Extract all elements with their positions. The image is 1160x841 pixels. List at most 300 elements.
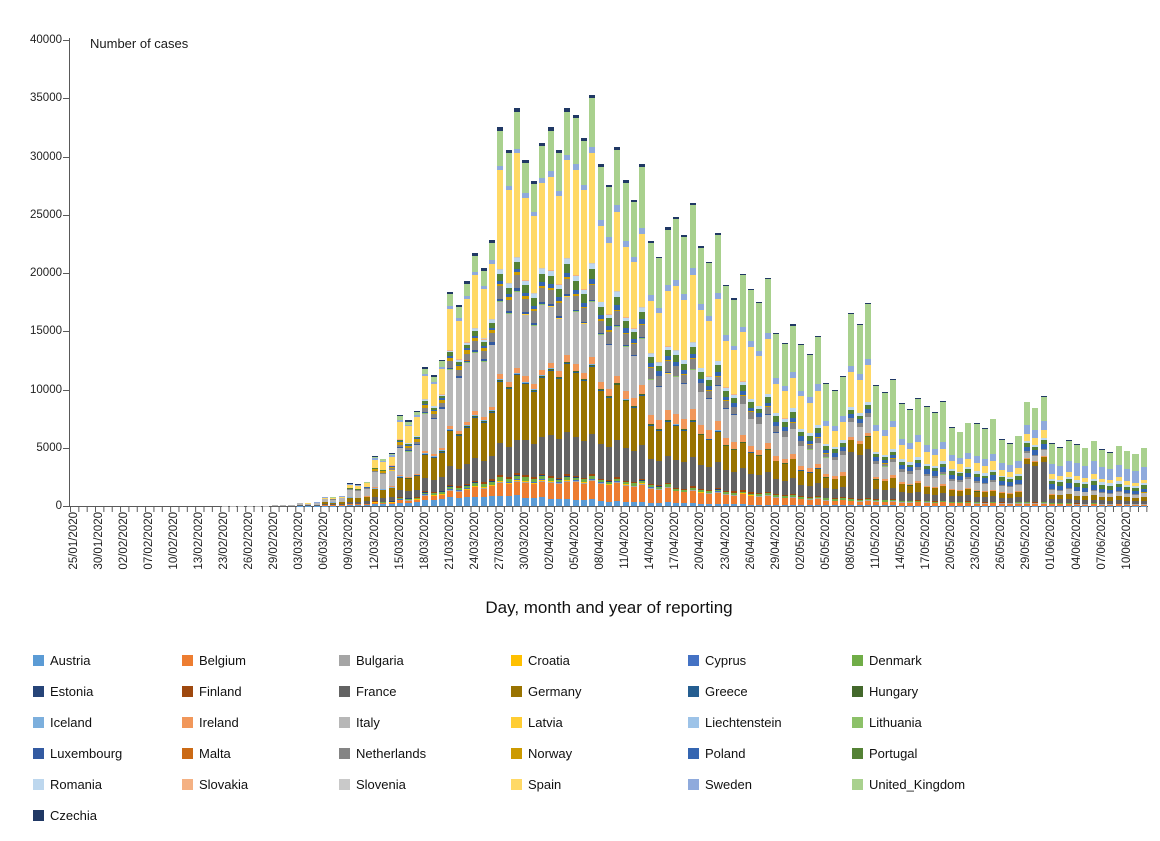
y-tick-mark [63, 390, 69, 391]
segment-Germany [464, 428, 470, 465]
segment-Italy [581, 324, 587, 373]
segment-United_Kingdom [589, 98, 595, 147]
segment-Italy [765, 415, 771, 443]
segment-Germany [422, 455, 428, 478]
segment-Netherlands [548, 290, 554, 304]
segment-Sweden [614, 205, 620, 212]
bar-15/03/2020 [397, 40, 403, 506]
segment-Portugal [673, 355, 679, 362]
legend-item-Romania [33, 769, 182, 800]
bar-11/04/2020 [631, 40, 637, 506]
segment-United_Kingdom [782, 344, 788, 386]
segment-Austria [347, 505, 353, 506]
bar-24/03/2020 [481, 40, 487, 506]
legend-label: Finland [199, 684, 242, 699]
bar-07/02/2020 [146, 40, 152, 506]
segment-Belgium [606, 485, 612, 501]
segment-Germany [397, 478, 403, 491]
segment-Spain [915, 442, 921, 457]
bar-11/04/2020 [623, 40, 629, 506]
legend-label: Croatia [528, 653, 570, 668]
x-tick-label: 15/03/2020 [393, 512, 406, 570]
legend-item-Germany [511, 676, 688, 707]
x-tick-label: 30/03/2020 [518, 512, 531, 570]
legend-label: Iceland [50, 715, 92, 730]
y-axis-line [69, 38, 70, 507]
segment-Netherlands [623, 334, 629, 346]
segment-United_Kingdom [999, 440, 1005, 463]
segment-Netherlands [665, 361, 671, 372]
segment-Netherlands [715, 377, 721, 386]
segment-France [924, 494, 930, 501]
segment-Ireland [631, 398, 637, 406]
segment-Belgium [464, 490, 470, 497]
bar-23/05/2020 [982, 40, 988, 506]
segment-Germany [648, 426, 654, 459]
legend-label: Netherlands [356, 746, 427, 761]
segment-Spain [865, 365, 871, 402]
segment-France [1041, 462, 1047, 502]
segment-Italy [380, 474, 386, 488]
bar-14/05/2020 [899, 40, 905, 506]
segment-United_Kingdom [581, 141, 587, 185]
segment-Italy [606, 345, 612, 389]
segment-Portugal [514, 262, 520, 269]
segment-France [748, 474, 754, 493]
segment-Belgium [690, 491, 696, 503]
segment-Spain [798, 396, 804, 429]
bar-03/03/2020 [305, 40, 311, 506]
segment-France [915, 492, 921, 501]
segment-United_Kingdom [1024, 402, 1030, 425]
segment-Italy [598, 335, 604, 382]
segment-Spain [899, 445, 905, 459]
segment-Austria [481, 497, 487, 506]
segment-Italy [798, 446, 804, 466]
segment-Netherlands [740, 396, 746, 404]
segment-Germany [798, 471, 804, 485]
segment-France [907, 493, 913, 501]
segment-Belgium [673, 491, 679, 503]
legend-label: Slovakia [199, 777, 249, 792]
segment-Germany [481, 423, 487, 461]
segment-Germany [899, 484, 905, 492]
segment-Germany [815, 469, 821, 484]
bar-15/03/2020 [414, 40, 420, 506]
y-tick-mark [63, 273, 69, 274]
segment-Spain [823, 426, 829, 443]
segment-France [481, 461, 487, 482]
segment-Spain [756, 356, 762, 405]
segment-Austria [472, 497, 478, 506]
segment-Italy [681, 384, 687, 419]
y-tick-mark [63, 157, 69, 158]
legend [33, 645, 1042, 831]
segment-Germany [414, 476, 420, 489]
segment-Spain [456, 321, 462, 359]
segment-Italy [848, 422, 854, 437]
segment-Netherlands [573, 296, 579, 310]
segment-Austria [397, 503, 403, 506]
legend-label: Belgium [199, 653, 246, 668]
x-tick-label: 23/02/2020 [218, 512, 231, 570]
segment-Germany [472, 418, 478, 459]
segment-Spain [932, 455, 938, 466]
segment-Sweden [865, 359, 871, 366]
segment-Austria [439, 499, 445, 506]
segment-United_Kingdom [539, 146, 545, 178]
x-tick-label: 23/04/2020 [719, 512, 732, 570]
legend-swatch-Portugal [852, 748, 863, 759]
bar-01/06/2020 [1066, 40, 1072, 506]
segment-France [715, 462, 721, 488]
segment-Italy [982, 484, 988, 491]
segment-Germany [439, 453, 445, 477]
bar-29/02/2020 [272, 40, 278, 506]
segment-Belgium [522, 483, 528, 498]
segment-Sweden [1082, 466, 1088, 478]
segment-Belgium [598, 484, 604, 501]
bar-20/05/2020 [965, 40, 971, 506]
segment-Spain [940, 449, 946, 461]
bar-26/05/2020 [1007, 40, 1013, 506]
legend-label: Lithuania [869, 715, 922, 730]
segment-United_Kingdom [823, 384, 829, 421]
segment-Italy [497, 302, 503, 374]
segment-United_Kingdom [614, 150, 620, 205]
segment-Netherlands [589, 285, 595, 300]
x-tick-label: 12/03/2020 [368, 512, 381, 570]
segment-France [790, 478, 796, 494]
x-tick-label: 13/02/2020 [193, 512, 206, 570]
segment-Spain [614, 212, 620, 292]
x-tick-label: 06/03/2020 [318, 512, 331, 570]
segment-France [447, 466, 453, 485]
segment-Italy [464, 363, 470, 422]
legend-item-France [339, 676, 511, 707]
bar-11/04/2020 [639, 40, 645, 506]
legend-swatch-Norway [511, 748, 522, 759]
x-tick-label: 11/05/2020 [869, 512, 882, 569]
segment-Italy [623, 347, 629, 391]
x-tick-label: 26/04/2020 [744, 512, 757, 570]
x-tick-label: 14/05/2020 [895, 512, 908, 570]
segment-Austria [723, 504, 729, 506]
segment-France [656, 461, 662, 485]
y-tick-label: 30000 [30, 150, 62, 163]
segment-Austria [623, 502, 629, 506]
segment-Sweden [1091, 461, 1097, 474]
y-tick-mark [63, 215, 69, 216]
segment-Germany [840, 476, 846, 487]
segment-Portugal [639, 312, 645, 319]
segment-United_Kingdom [915, 399, 921, 436]
legend-swatch-Austria [33, 655, 44, 666]
segment-Sweden [1049, 464, 1055, 474]
segment-Germany [589, 367, 595, 434]
segment-United_Kingdom [1032, 408, 1038, 430]
x-tick-label: 02/02/2020 [117, 512, 130, 570]
y-tick-label: 10000 [30, 383, 62, 396]
segment-France [731, 472, 737, 492]
segment-Netherlands [690, 359, 696, 369]
segment-United_Kingdom [548, 131, 554, 172]
segment-Germany [539, 378, 545, 437]
segment-Netherlands [681, 375, 687, 384]
segment-United_Kingdom [748, 290, 754, 341]
legend-item-Netherlands [339, 738, 511, 769]
bar-14/05/2020 [915, 40, 921, 506]
segment-United_Kingdom [1066, 441, 1072, 462]
bar-23/04/2020 [740, 40, 746, 506]
segment-Germany [890, 478, 896, 488]
segment-Spain [1041, 430, 1047, 437]
segment-Netherlands [731, 407, 737, 414]
segment-Austria [581, 500, 587, 506]
segment-Spain [414, 417, 420, 435]
legend-swatch-Slovakia [182, 779, 193, 790]
segment-France [940, 493, 946, 500]
legend-label: Romania [50, 777, 103, 792]
bar-02/04/2020 [548, 40, 554, 506]
segment-France [614, 440, 620, 477]
legend-label: Slovenia [356, 777, 406, 792]
legend-item-Hungary [852, 676, 1042, 707]
segment-United_Kingdom [1091, 441, 1097, 461]
segment-Portugal [690, 347, 696, 354]
segment-Austria [380, 504, 386, 506]
segment-Spain [573, 170, 579, 275]
segment-United_Kingdom [982, 429, 988, 460]
bar-29/02/2020 [280, 40, 286, 506]
bar-23/02/2020 [222, 40, 228, 506]
x-axis-title: Day, month and year of reporting [485, 598, 733, 617]
x-tick-label: 17/04/2020 [669, 512, 682, 570]
bar-02/02/2020 [121, 40, 127, 506]
bar-18/03/2020 [431, 40, 437, 506]
segment-Germany [606, 398, 612, 447]
segment-United_Kingdom [556, 153, 562, 191]
x-tick-label: 07/06/2020 [1095, 512, 1108, 570]
segment-United_Kingdom [865, 304, 871, 359]
segment-Italy [965, 479, 971, 488]
segment-Netherlands [606, 332, 612, 344]
segment-Ireland [690, 409, 696, 420]
segment-United_Kingdom [798, 345, 804, 390]
bar-24/03/2020 [489, 40, 495, 506]
segment-Belgium [531, 484, 537, 498]
bar-08/04/2020 [598, 40, 604, 506]
segment-Italy [865, 417, 871, 433]
segment-Germany [514, 375, 520, 440]
segment-United_Kingdom [464, 284, 470, 296]
segment-Austria [681, 503, 687, 506]
bar-23/05/2020 [990, 40, 996, 506]
bar-27/03/2020 [514, 40, 520, 506]
segment-United_Kingdom [1049, 444, 1055, 464]
legend-label: Greece [705, 684, 748, 699]
legend-item-Austria [33, 645, 182, 676]
segment-Spain [782, 391, 788, 418]
legend-swatch-Romania [33, 779, 44, 790]
bar-07/06/2020 [1099, 40, 1105, 506]
bar-10/02/2020 [171, 40, 177, 506]
segment-Portugal [556, 289, 562, 297]
legend-swatch-Iceland [33, 717, 44, 728]
segment-United_Kingdom [965, 423, 971, 452]
segment-Spain [380, 462, 386, 470]
segment-Spain [848, 372, 854, 407]
segment-Germany [656, 431, 662, 462]
segment-Belgium [715, 493, 721, 504]
segment-Ireland [623, 391, 629, 399]
segment-Germany [380, 490, 386, 498]
legend-swatch-Luxembourg [33, 748, 44, 759]
segment-France [756, 475, 762, 493]
segment-Spain [598, 226, 604, 302]
segment-Germany [405, 479, 411, 491]
segment-Netherlands [539, 288, 545, 301]
legend-label: Cyprus [705, 653, 747, 668]
bar-05/05/2020 [823, 40, 829, 506]
bar-04/06/2020 [1082, 40, 1088, 506]
segment-France [673, 460, 679, 488]
segment-Austria [698, 504, 704, 506]
y-tick-mark [63, 331, 69, 332]
y-tick-label: 0 [55, 500, 62, 512]
segment-France [899, 492, 905, 500]
bar-18/03/2020 [422, 40, 428, 506]
segment-United_Kingdom [848, 314, 854, 366]
legend-label: Czechia [50, 808, 97, 823]
segment-Italy [932, 478, 938, 487]
segment-Belgium [706, 494, 712, 504]
segment-Sweden [1107, 469, 1113, 480]
segment-United_Kingdom [623, 183, 629, 241]
segment-Spain [431, 384, 437, 406]
segment-Germany [372, 489, 378, 497]
segment-Austria [422, 500, 428, 506]
x-tick-label: 17/05/2020 [920, 512, 933, 570]
segment-Portugal [548, 276, 554, 285]
segment-Spain [740, 332, 746, 381]
x-tick-label: 20/04/2020 [694, 512, 707, 570]
segment-Austria [598, 501, 604, 506]
segment-United_Kingdom [522, 163, 528, 193]
bar-26/02/2020 [247, 40, 253, 506]
segment-Austria [807, 505, 813, 506]
segment-Austria [706, 504, 712, 506]
segment-Austria [765, 505, 771, 506]
segment-France [573, 437, 579, 475]
bar-07/06/2020 [1116, 40, 1122, 506]
legend-label: Malta [199, 746, 231, 761]
segment-Austria [865, 505, 871, 506]
segment-Austria [773, 505, 779, 506]
bar-07/06/2020 [1107, 40, 1113, 506]
x-tick-label: 18/03/2020 [418, 512, 431, 570]
segment-Germany [673, 426, 679, 460]
bar-08/05/2020 [865, 40, 871, 506]
segment-Spain [606, 243, 612, 314]
legend-swatch-Latvia [511, 717, 522, 728]
segment-France [873, 489, 879, 499]
segment-Spain [522, 198, 528, 280]
segment-Belgium [631, 487, 637, 502]
segment-France [765, 472, 771, 492]
segment-Spain [957, 464, 963, 472]
segment-Sweden [1015, 461, 1021, 468]
segment-France [665, 456, 671, 483]
segment-Belgium [514, 482, 520, 495]
segment-Belgium [581, 484, 587, 500]
segment-Germany [690, 422, 696, 457]
segment-Italy [706, 399, 712, 430]
bar-10/06/2020 [1141, 40, 1147, 506]
legend-item-Poland [688, 738, 852, 769]
segment-Italy [489, 345, 495, 406]
segment-France [431, 480, 437, 492]
segment-United_Kingdom [907, 410, 913, 443]
segment-Italy [639, 339, 645, 385]
segment-Italy [782, 437, 788, 459]
segment-France [1032, 466, 1038, 502]
segment-United_Kingdom [899, 404, 905, 439]
segment-Germany [748, 453, 754, 474]
segment-France [464, 464, 470, 484]
bar-09/03/2020 [364, 40, 370, 506]
segment-France [1024, 464, 1030, 502]
segment-Spain [639, 234, 645, 307]
legend-label: Austria [50, 653, 91, 668]
segment-Ireland [673, 414, 679, 424]
segment-Austria [548, 499, 554, 506]
segment-Italy [456, 378, 462, 431]
segment-United_Kingdom [472, 256, 478, 272]
segment-United_Kingdom [1057, 448, 1063, 467]
segment-Sweden [1057, 466, 1063, 476]
segment-Italy [773, 433, 779, 456]
segment-United_Kingdom [1007, 444, 1013, 466]
segment-Spain [372, 460, 378, 468]
segment-Ireland [723, 438, 729, 445]
legend-label: Denmark [869, 653, 922, 668]
segment-United_Kingdom [648, 243, 654, 295]
segment-Spain [807, 403, 813, 434]
segment-France [548, 435, 554, 476]
segment-United_Kingdom [698, 248, 704, 304]
segment-France [723, 470, 729, 491]
x-tick-label: 01/06/2020 [1045, 512, 1058, 570]
legend-label: Sweden [705, 777, 752, 792]
segment-Italy [748, 419, 754, 446]
segment-Germany [681, 431, 687, 463]
segment-Spain [623, 247, 629, 317]
segment-Belgium [665, 488, 671, 503]
bar-23/04/2020 [731, 40, 737, 506]
segment-Spain [581, 190, 587, 289]
segment-Spain [556, 196, 562, 284]
segment-France [397, 490, 403, 497]
segment-France [489, 456, 495, 479]
segment-Italy [698, 392, 704, 425]
segment-Germany [731, 450, 737, 472]
segment-Sweden [974, 456, 980, 463]
segment-United_Kingdom [857, 325, 863, 374]
bar-01/06/2020 [1057, 40, 1063, 506]
y-tick-mark [63, 506, 69, 507]
segment-France [740, 468, 746, 490]
